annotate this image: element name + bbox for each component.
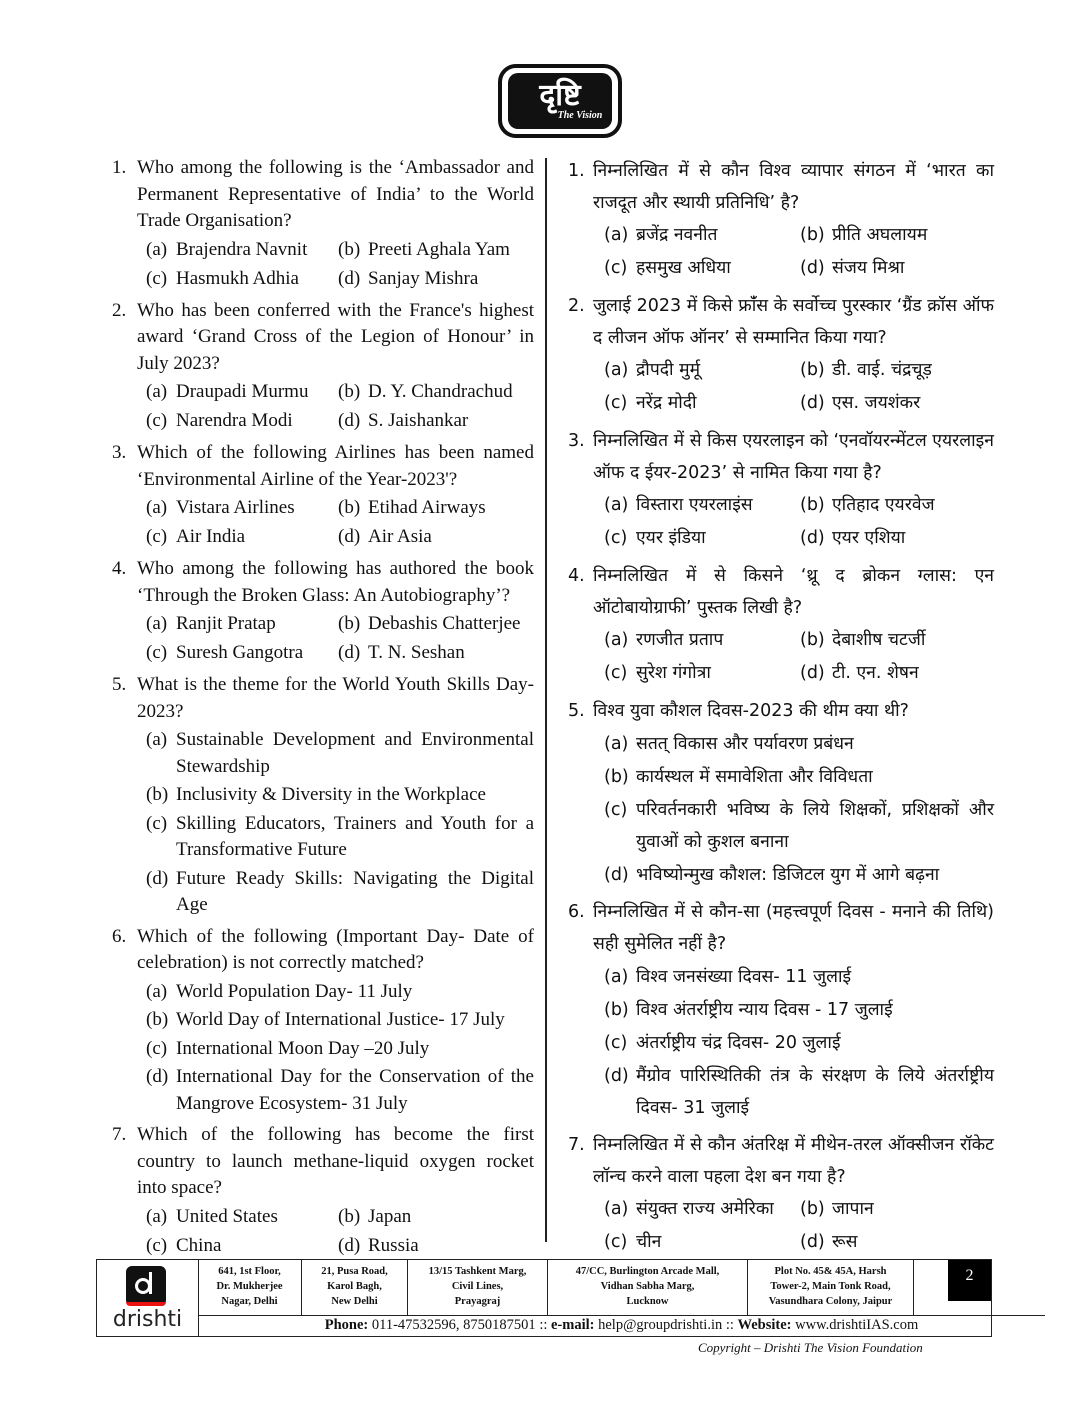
option-a[interactable] — [146, 1202, 338, 1231]
option-a[interactable] — [604, 1193, 800, 1226]
question-stem: Who among the following is the ‘Ambassador and Permanent Representative of India’ to the World Trade Organisation? — [137, 157, 534, 231]
question-number: 7. — [568, 1135, 585, 1155]
address-line: Karol Bagh, — [327, 1281, 382, 1292]
address-line: 13/15 Tashkent Marg, — [428, 1266, 527, 1277]
address-4 — [548, 1260, 748, 1315]
options — [146, 979, 534, 1118]
option-c[interactable] — [604, 1226, 800, 1259]
question-text — [112, 298, 534, 378]
question-stem: विश्व युवा कौशल दिवस-2023 की थीम क्या थी? — [593, 701, 909, 721]
option-c[interactable] — [604, 657, 800, 690]
option-text: Narendra Modi — [176, 410, 293, 431]
options — [604, 354, 994, 420]
option-label: (a) — [146, 980, 168, 1002]
option-text: हसमुख अधिया — [636, 258, 731, 278]
options — [604, 1193, 994, 1259]
options — [146, 377, 534, 435]
option-text: रणजीत प्रताप — [636, 630, 724, 650]
footer-brand: drishti — [112, 1307, 183, 1332]
option-text: सुरेश गंगोत्रा — [636, 663, 711, 683]
option-d[interactable] — [800, 252, 1000, 285]
option-d[interactable] — [338, 406, 538, 435]
question-number: 5. — [568, 701, 585, 721]
option-a[interactable] — [604, 219, 800, 252]
question-number: 5. — [112, 674, 127, 695]
question-stem: निम्नलिखित में से कौन अंतरिक्ष में मीथेन-तरल ऑक्सीजन रॉकेट लॉन्च करने वाला पहला देश बन गया है? — [593, 1135, 994, 1187]
option-text: अंतर्राष्ट्रीय चंद्र दिवस- 20 जुलाई — [636, 1033, 841, 1053]
option-text: T. N. Seshan — [368, 642, 465, 663]
question-text — [112, 1122, 534, 1202]
option-b[interactable] — [800, 624, 1000, 657]
option-text: एस. जयशंकर — [832, 393, 921, 413]
option-label: (b) — [800, 360, 825, 380]
option-a[interactable] — [146, 979, 534, 1006]
option-b[interactable] — [146, 1007, 534, 1034]
separator: :: — [725, 1317, 734, 1333]
question-number: 6. — [112, 925, 127, 947]
option-b[interactable] — [338, 1202, 538, 1231]
option-label: (c) — [604, 663, 628, 683]
option-a[interactable] — [146, 609, 338, 638]
option-label: (c) — [604, 800, 628, 820]
option-label: (d) — [146, 1066, 169, 1087]
option-b[interactable] — [800, 219, 1000, 252]
option-text: Ranjit Pratap — [176, 613, 276, 634]
option-text: प्रीति अघलायम — [832, 225, 928, 245]
question-text — [568, 896, 994, 960]
address-1 — [198, 1260, 302, 1315]
option-text: विस्तारा एयरलाइंस — [636, 495, 753, 515]
question-text — [112, 440, 534, 493]
option-b[interactable] — [338, 235, 538, 264]
option-label: (a) — [146, 1205, 168, 1227]
option-text: Air India — [176, 526, 246, 547]
option-text: चीन — [636, 1232, 662, 1252]
address-line: Lucknow — [626, 1296, 669, 1307]
option-text: Brajendra Navnit — [176, 238, 308, 260]
copyright: Copyright – Drishti The Vision Foundation — [698, 1340, 923, 1355]
email-label: e-mail: — [551, 1317, 595, 1333]
option-label: (a) — [604, 495, 629, 515]
option-text: एतिहाद एयरवेज — [832, 495, 935, 515]
page-number: 2 — [948, 1260, 991, 1301]
option-text: Inclusivity & Diversity in the Workplace — [176, 784, 486, 805]
option-label: (d) — [338, 1234, 361, 1256]
option-text: United States — [176, 1205, 278, 1227]
option-d[interactable] — [146, 866, 534, 919]
hindi-column — [568, 155, 994, 1259]
option-d[interactable] — [146, 1064, 534, 1117]
question-6 — [112, 924, 534, 1118]
option-b[interactable] — [800, 489, 1000, 522]
option-text: संजय मिश्रा — [832, 258, 905, 278]
address-5 — [748, 1260, 914, 1315]
question-text — [568, 1129, 994, 1193]
option-a[interactable] — [146, 493, 338, 522]
option-label: (d) — [800, 258, 825, 278]
question-stem: निम्नलिखित में से कौन विश्व व्यापार संगठन में ‘भारत का राजदूत और स्थायी प्रतिनिधि’ है? — [593, 161, 994, 213]
option-d[interactable] — [338, 1231, 538, 1260]
option-text: कार्यस्थल में समावेशिता और विविधता — [636, 767, 873, 787]
option-text: Hasmukh Adhia — [176, 267, 299, 289]
option-label: (a) — [604, 967, 629, 987]
option-text: World Population Day- 11 July — [176, 980, 413, 1002]
option-text: टी. एन. शेषन — [832, 663, 919, 683]
option-label: (c) — [146, 410, 168, 431]
option-label: (d) — [338, 642, 361, 663]
option-label: (b) — [146, 1009, 169, 1030]
options — [604, 489, 994, 555]
question-2 — [112, 298, 534, 436]
footer-logo — [97, 1260, 199, 1336]
phone-label: Phone: — [324, 1317, 369, 1333]
option-text: एयर एशिया — [832, 528, 906, 548]
options — [604, 728, 994, 891]
question-text — [568, 425, 994, 489]
option-label: (b) — [800, 225, 825, 245]
option-label: (a) — [146, 729, 168, 750]
option-label: (c) — [146, 642, 168, 663]
option-text: रूस — [832, 1232, 858, 1252]
option-text: International Moon Day –20 July — [176, 1037, 430, 1059]
option-text: Etihad Airways — [368, 497, 486, 518]
question-number: 1. — [112, 157, 127, 178]
option-text: Sustainable Development and Environmental Stewardship — [176, 729, 534, 777]
option-b[interactable] — [146, 782, 534, 809]
address-line: Vasundhara Colony, Jaipur — [768, 1296, 893, 1307]
option-label: (a) — [604, 225, 629, 245]
address-line: 21, Pusa Road, — [321, 1266, 388, 1277]
option-d[interactable] — [338, 264, 538, 293]
option-c[interactable] — [604, 522, 800, 555]
option-b[interactable] — [800, 354, 1000, 387]
option-c[interactable] — [146, 811, 534, 864]
drishti-d-icon — [126, 1266, 166, 1306]
option-text: Preeti Aghala Yam — [368, 238, 510, 260]
question-stem: Who has been conferred with the France's highest award ‘Grand Cross of the Legion of Honour’ in July 2023? — [137, 299, 534, 374]
option-text: विश्व जनसंख्या दिवस- 11 जुलाई — [636, 967, 852, 987]
options — [604, 624, 994, 690]
option-text: विश्व अंतर्राष्ट्रीय न्याय दिवस - 17 जुलाई — [636, 1000, 893, 1020]
option-label: (b) — [338, 497, 361, 518]
address-line: Plot No. 45& 45A, Harsh — [774, 1266, 887, 1277]
option-label: (d) — [338, 526, 361, 547]
question-stem: Which of the following (Important Day- Date of celebration) is not correctly matched? — [137, 925, 534, 973]
separator: :: — [539, 1317, 548, 1333]
question-text — [568, 290, 994, 354]
option-c[interactable] — [604, 387, 800, 420]
options — [146, 493, 534, 551]
question-5 — [568, 695, 994, 891]
option-text: भविष्योन्मुख कौशल: डिजिटल युग में आगे बढ़ना — [636, 865, 940, 885]
option-label: (b) — [604, 1000, 629, 1020]
option-label: (a) — [146, 381, 168, 402]
options — [146, 609, 534, 667]
option-text: Russia — [368, 1234, 419, 1256]
option-label: (d) — [338, 410, 361, 431]
option-a[interactable] — [604, 624, 800, 657]
option-label: (d) — [800, 393, 825, 413]
option-label: (b) — [338, 381, 361, 402]
option-text: संयुक्त राज्य अमेरिका — [636, 1199, 774, 1219]
option-text: परिवर्तनकारी भविष्य के लिये शिक्षकों, प्रशिक्षकों और युवाओं को कुशल बनाना — [636, 800, 994, 852]
question-5 — [112, 672, 534, 919]
question-stem: निम्नलिखित में से किसने ‘थ्रू द ब्रोकन ग्लास: एन ऑटोबायोग्राफी’ पुस्तक लिखी है? — [593, 566, 994, 618]
question-stem: निम्नलिखित में से कौन-सा (महत्त्वपूर्ण दिवस - मनाने की तिथि) सही सुमेलित नहीं है? — [593, 902, 994, 954]
option-label: (c) — [146, 267, 168, 289]
option-c[interactable] — [146, 1231, 338, 1260]
option-text: D. Y. Chandrachud — [368, 381, 513, 402]
option-label: (a) — [604, 734, 629, 754]
address-line: 641, 1st Floor, — [218, 1266, 281, 1277]
address-line: New Delhi — [331, 1296, 378, 1307]
option-label: (b) — [800, 495, 825, 515]
contact-line — [198, 1317, 1045, 1334]
option-d[interactable] — [604, 1060, 994, 1124]
option-label: (c) — [146, 1037, 168, 1059]
option-text: मैंग्रोव पारिस्थितिकी तंत्र के संरक्षण के लिये अंतर्राष्ट्रीय दिवस- 31 जुलाई — [636, 1066, 994, 1118]
option-label: (d) — [800, 1232, 825, 1252]
option-text: S. Jaishankar — [368, 410, 469, 431]
option-label: (a) — [604, 1199, 629, 1219]
option-text: Vistara Airlines — [176, 497, 295, 518]
option-d[interactable] — [800, 522, 1000, 555]
question-7 — [112, 1122, 534, 1260]
option-a[interactable] — [604, 961, 994, 993]
options — [146, 727, 534, 919]
option-text: जापान — [832, 1199, 874, 1219]
option-text: डी. वाई. चंद्रचूड़ — [832, 360, 932, 380]
question-stem: जुलाई 2023 में किसे फ्रांँस के सर्वोच्च पुरस्कार ‘ग्रैंड क्रॉस ऑफ द लीजन ऑफ ऑनर’ से सम्मानित किया गया? — [593, 296, 994, 348]
question-number: 1. — [568, 161, 585, 181]
option-text: Japan — [368, 1205, 412, 1227]
option-d[interactable] — [604, 859, 994, 891]
question-4 — [112, 556, 534, 667]
logo-main-text: दृष्टि — [539, 78, 581, 113]
option-label: (c) — [604, 258, 628, 278]
column-divider — [545, 158, 547, 1242]
address-line: Vidhan Sabha Marg, — [600, 1281, 695, 1292]
option-text: Air Asia — [368, 526, 432, 547]
drishti-logo — [498, 64, 622, 138]
option-label: (b) — [338, 613, 361, 634]
option-text: ब्रजेंद्र नवनीत — [636, 225, 718, 245]
option-b[interactable] — [338, 493, 538, 522]
question-1 — [112, 155, 534, 293]
option-text: द्रौपदी मुर्मू — [636, 360, 701, 380]
option-label: (d) — [800, 528, 825, 548]
option-d[interactable] — [338, 522, 538, 551]
question-text — [568, 695, 994, 727]
question-number: 6. — [568, 902, 585, 922]
question-stem: What is the theme for the World Youth Skills Day-2023? — [137, 674, 534, 722]
option-text: देबाशीष चटर्जी — [832, 630, 926, 650]
options — [146, 1202, 534, 1260]
option-a[interactable] — [146, 377, 338, 406]
option-c[interactable] — [146, 522, 338, 551]
option-label: (b) — [800, 630, 825, 650]
option-text: नरेंद्र मोदी — [636, 393, 697, 413]
option-d[interactable] — [800, 387, 1000, 420]
option-a[interactable] — [604, 354, 800, 387]
question-text — [112, 924, 534, 977]
address-line: Nagar, Delhi — [221, 1296, 278, 1307]
option-label: (b) — [338, 238, 361, 260]
option-label: (a) — [146, 497, 168, 518]
question-stem: Which of the following has become the first country to launch methane-liquid oxygen rocket into space? — [137, 1124, 534, 1198]
option-label: (d) — [604, 865, 629, 885]
option-d[interactable] — [800, 657, 1000, 690]
option-d[interactable] — [338, 638, 538, 667]
option-label: (a) — [604, 630, 629, 650]
page-footer — [96, 1259, 992, 1337]
option-label: (d) — [800, 663, 825, 683]
question-3 — [568, 425, 994, 555]
options — [604, 961, 994, 1124]
option-a[interactable] — [604, 728, 994, 760]
option-label: (c) — [146, 526, 168, 547]
option-b[interactable] — [604, 761, 994, 793]
address-line: Dr. Mukherjee — [216, 1281, 283, 1292]
question-4 — [568, 560, 994, 690]
address-row — [198, 1260, 1045, 1316]
option-label: (d) — [338, 267, 361, 289]
option-label: (b) — [800, 1199, 825, 1219]
option-text: Suresh Gangotra — [176, 642, 304, 663]
option-a[interactable] — [146, 727, 534, 780]
option-text: Future Ready Skills: Navigating the Digital Age — [176, 867, 534, 915]
question-stem: निम्नलिखित में से किस एयरलाइन को ‘एनवॉयरन्मेंटल एयरलाइन ऑफ द ईयर-2023’ से नामित किया गया है? — [593, 431, 994, 483]
question-number: 2. — [568, 296, 585, 316]
address-line: Civil Lines, — [451, 1281, 504, 1292]
option-label: (b) — [338, 1205, 361, 1227]
question-number: 7. — [112, 1124, 127, 1145]
option-b[interactable] — [338, 609, 538, 638]
question-text — [568, 560, 994, 624]
question-stem: Who among the following has authored the book ‘Through the Broken Glass: An Autobiography’? — [137, 558, 534, 606]
option-b[interactable] — [800, 1193, 1000, 1226]
option-c[interactable] — [146, 406, 338, 435]
option-c[interactable] — [146, 264, 338, 293]
option-c[interactable] — [146, 1036, 534, 1063]
option-text: सतत् विकास और पर्यावरण प्रबंधन — [636, 734, 854, 754]
question-number: 2. — [112, 299, 127, 321]
option-a[interactable] — [146, 235, 338, 264]
options — [146, 235, 534, 293]
option-label: (c) — [604, 528, 628, 548]
question-number: 4. — [112, 558, 127, 579]
question-3 — [112, 440, 534, 551]
address-line: Tower-2, Main Tonk Road, — [770, 1281, 891, 1292]
option-label: (c) — [146, 1234, 168, 1256]
option-label: (d) — [146, 867, 169, 889]
option-c[interactable] — [604, 1027, 994, 1059]
option-label: (a) — [146, 238, 168, 260]
option-b[interactable] — [604, 994, 994, 1026]
address-line: Prayagraj — [454, 1296, 501, 1307]
address-2 — [302, 1260, 408, 1315]
option-label: (c) — [604, 393, 628, 413]
option-label: (a) — [146, 613, 168, 634]
option-text: World Day of International Justice- 17 July — [176, 1009, 505, 1030]
question-text — [112, 155, 534, 235]
question-2 — [568, 290, 994, 420]
address-line: 47/CC, Burlington Arcade Mall, — [575, 1266, 720, 1277]
email-link[interactable]: help@groupdrishti.in — [598, 1317, 723, 1333]
question-text — [112, 556, 534, 609]
question-text — [568, 155, 994, 219]
website-label: Website: — [737, 1317, 792, 1333]
english-column — [112, 155, 534, 1260]
question-stem: Which of the following Airlines has been named ‘Environmental Airline of the Year-2023'? — [137, 442, 534, 490]
option-c[interactable] — [604, 252, 800, 285]
option-b[interactable] — [338, 377, 538, 406]
question-text — [112, 672, 534, 725]
address-3 — [408, 1260, 548, 1315]
question-1 — [568, 155, 994, 285]
option-text: Debashis Chatterjee — [368, 613, 521, 634]
option-a[interactable] — [604, 489, 800, 522]
website-link[interactable]: www.drishtiIAS.com — [795, 1317, 919, 1333]
option-label: (b) — [604, 767, 629, 787]
option-text: Skilling Educators, Trainers and Youth for a Transformative Future — [176, 812, 534, 860]
question-6 — [568, 896, 994, 1124]
option-text: China — [176, 1234, 222, 1256]
option-text: Draupadi Murmu — [176, 381, 309, 402]
option-label: (c) — [604, 1232, 628, 1252]
phone-numbers: 011-47532596, 8750187501 — [371, 1317, 536, 1333]
question-number: 3. — [568, 431, 585, 451]
option-label: (c) — [146, 812, 168, 834]
option-text: एयर इंडिया — [636, 528, 706, 548]
option-label: (a) — [604, 360, 629, 380]
option-text: Sanjay Mishra — [368, 267, 479, 289]
option-text: International Day for the Conservation of the Mangrove Ecosystem- 31 July — [176, 1066, 534, 1114]
option-c[interactable] — [604, 794, 994, 858]
option-d[interactable] — [800, 1226, 1000, 1259]
option-c[interactable] — [146, 638, 338, 667]
options — [604, 219, 994, 285]
logo-sub-text: The Vision — [557, 110, 603, 121]
option-label: (b) — [146, 784, 169, 805]
option-label: (c) — [604, 1033, 628, 1053]
question-7 — [568, 1129, 994, 1259]
option-label: (d) — [604, 1066, 629, 1086]
question-number: 4. — [568, 566, 585, 586]
question-number: 3. — [112, 442, 127, 463]
